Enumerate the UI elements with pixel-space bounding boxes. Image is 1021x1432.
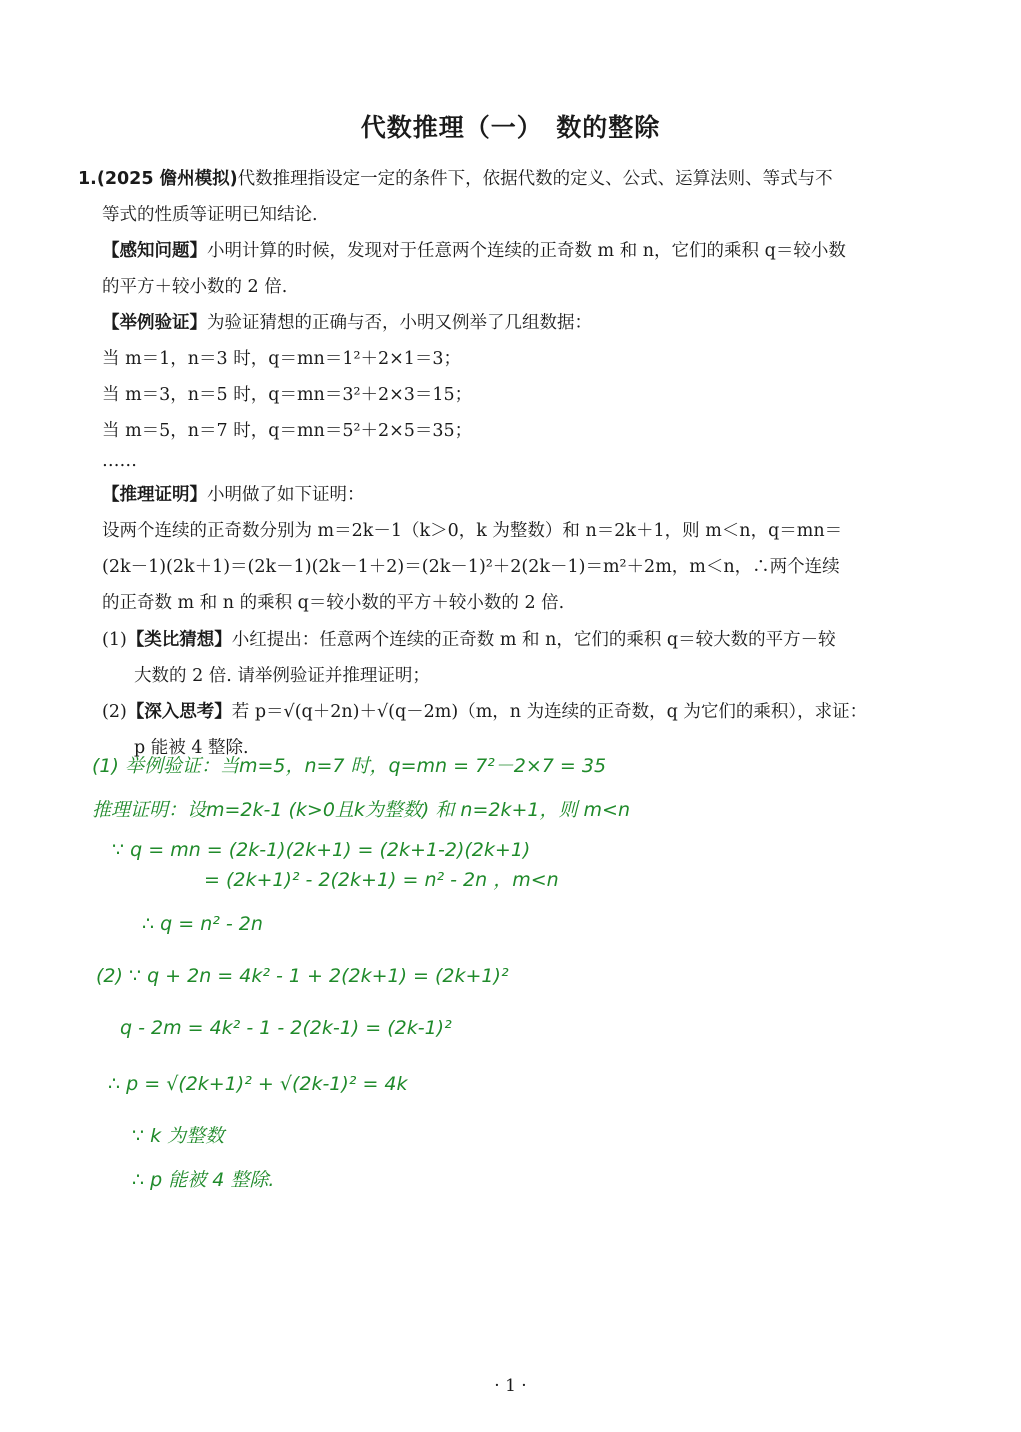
example-tag: 【举例验证】 <box>102 313 207 333</box>
handwritten-answer-line-5: ∴ q = n² - 2n <box>142 913 263 935</box>
question-2-label: (2) <box>102 702 127 722</box>
proof-tag: 【推理证明】 <box>102 485 207 505</box>
example-ellipsis: …… <box>102 451 137 471</box>
page-title: 代数推理（一） 数的整除 <box>360 113 661 142</box>
question-2-tag: 【深入思考】 <box>126 702 232 722</box>
question-2-line-1 <box>102 699 867 725</box>
example-heading-line <box>102 310 592 336</box>
proof-heading-line <box>102 482 365 508</box>
problem-intro-line-2: 等式的性质等证明已知结论. <box>102 205 318 225</box>
perception-text-1: 小明计算的时候，发现对于任意两个连续的正奇数 m 和 n，它们的乘积 q＝较小数 <box>207 241 846 261</box>
proof-line-2: (2k－1)(2k＋1)＝(2k－1)(2k－1＋2)＝(2k－1)²＋2(2k－1)＝m²＋2m，m＜n，∴两个连续 <box>102 557 840 577</box>
question-1-line-1 <box>102 627 836 653</box>
handwritten-answer-line-6: (2) ∵ q + 2n = 4k² - 1 + 2(2k+1) = (2k+1)² <box>96 965 509 987</box>
handwritten-answer-line-3: ∵ q = mn = (2k-1)(2k+1) = (2k+1-2)(2k+1) <box>112 839 531 861</box>
example-line-2: 当 m＝3，n＝5 时，q＝mn＝3²＋2×3＝15； <box>102 385 473 405</box>
question-1-label: (1) <box>102 630 127 650</box>
example-text: 为验证猜想的正确与否，小明又例举了几组数据： <box>207 313 592 333</box>
handwritten-answer-line-1: (1) 举例验证：当m=5，n=7 时，q=mn = 7²－2×7 = 35 <box>92 755 607 777</box>
example-line-1: 当 m＝1，n＝3 时，q＝mn＝1²＋2×1＝3； <box>102 349 462 369</box>
proof-line-3: 的正奇数 m 和 n 的乘积 q＝较小数的平方＋较小数的 2 倍. <box>102 593 565 613</box>
handwritten-answer-line-9: ∵ k 为整数 <box>132 1125 225 1147</box>
proof-text: 小明做了如下证明： <box>207 485 365 505</box>
handwritten-answer-line-4: = (2k+1)² - 2(2k+1) = n² - 2n ，m<n <box>204 869 559 891</box>
problem-number: 1. <box>78 169 97 189</box>
question-2-text-1: 若 p＝√(q＋2n)＋√(q－2m)（m，n 为连续的正奇数，q 为它们的乘积），求证： <box>231 702 868 722</box>
problem-intro-line-1 <box>78 166 833 192</box>
handwritten-answer-line-7: q - 2m = 4k² - 1 - 2(2k-1) = (2k-1)² <box>120 1017 452 1039</box>
page-number: · 1 · <box>494 1376 527 1396</box>
example-line-3: 当 m＝5，n＝7 时，q＝mn＝5²＋2×5＝35； <box>102 421 473 441</box>
handwritten-answer-line-2: 推理证明：设m=2k-1 (k>0且k为整数) 和 n=2k+1，则 m<n <box>92 799 630 821</box>
question-1-tag: 【类比猜想】 <box>126 630 232 650</box>
problem-source: (2025 儋州模拟) <box>96 169 238 189</box>
perception-tag: 【感知问题】 <box>102 241 207 261</box>
question-1-line-2: 大数的 2 倍. 请举例验证并推理证明； <box>134 666 430 686</box>
perception-line-2: 的平方＋较小数的 2 倍. <box>102 277 288 297</box>
question-2-line-2: p 能被 4 整除. <box>134 738 249 758</box>
perception-line-1 <box>102 238 846 264</box>
handwritten-answer-line-8: ∴ p = √(2k+1)² + √(2k-1)² = 4k <box>108 1073 408 1095</box>
handwritten-answer-line-10: ∴ p 能被 4 整除. <box>132 1169 275 1191</box>
proof-line-1: 设两个连续的正奇数分别为 m＝2k－1（k＞0，k 为整数）和 n＝2k＋1，则 m＜n，q＝mn＝ <box>102 521 843 541</box>
question-1-text-1: 小红提出：任意两个连续的正奇数 m 和 n，它们的乘积 q＝较大数的平方－较 <box>231 630 836 650</box>
problem-intro-text-1: 代数推理指设定一定的条件下，依据代数的定义、公式、运算法则、等式与不 <box>237 169 833 189</box>
